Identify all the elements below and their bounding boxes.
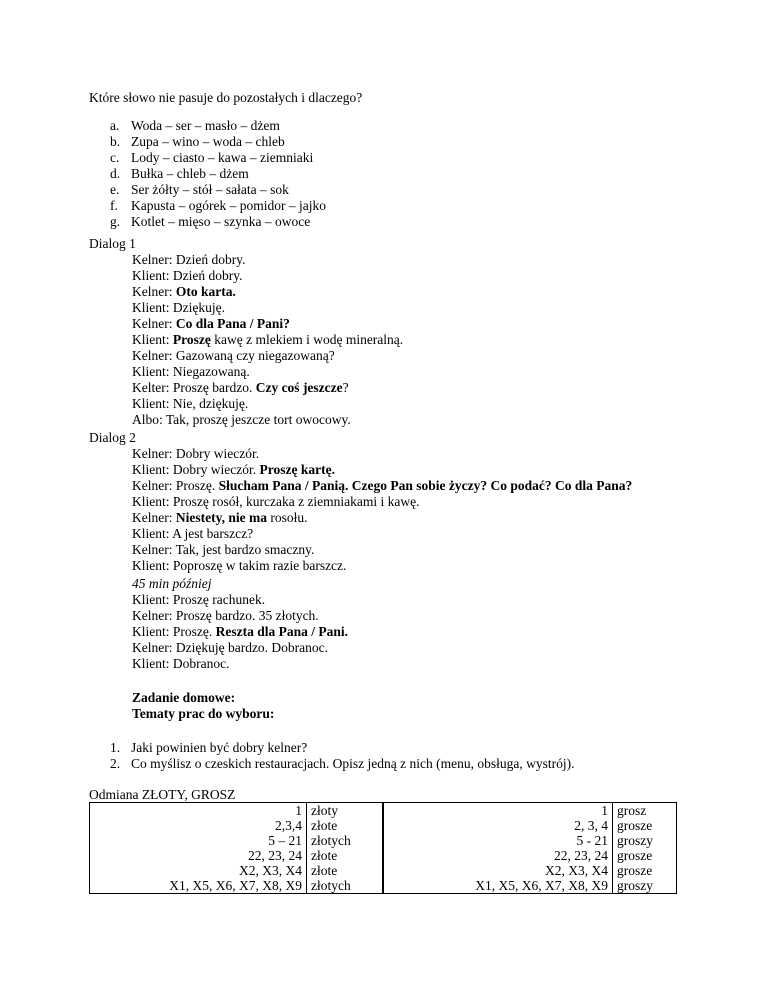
- dialog2-later-body: [132, 576, 348, 672]
- dialog-line: Kelner: Tak, jest bardzo smaczny.: [132, 542, 315, 557]
- dialog-line: Klient: A jest barszcz?: [132, 526, 254, 541]
- dialog1-body: [132, 252, 403, 428]
- dialog-line: Kelner: Dobry wieczór.: [132, 446, 260, 461]
- dialog-line: Klient: Dziękuję.: [132, 300, 225, 315]
- homework-title: Zadanie domowe:: [132, 690, 236, 705]
- dialog-line: Klient: Dobranoc.: [132, 656, 230, 671]
- table-row: 2, 3, 4 grosze: [384, 818, 677, 833]
- table-row: 1 złoty: [90, 803, 383, 819]
- table-row: 1 grosz: [384, 803, 677, 819]
- dialog1-title: Dialog 1: [89, 236, 136, 251]
- table-row: X1, X5, X6, X7, X8, X9 złotych: [90, 878, 383, 894]
- dialog-line: Kelner: Oto karta.: [132, 284, 236, 299]
- list-item: e. Ser żółty – stół – sałata – sok: [110, 182, 289, 197]
- declension-title: Odmiana ZŁOTY, GROSZ: [89, 787, 236, 802]
- dialog-line: Klient: Proszę rachunek.: [132, 592, 266, 607]
- exercise-question: Które słowo nie pasuje do pozostałych i dlaczego?: [89, 90, 363, 105]
- table-row: X1, X5, X6, X7, X8, X9 groszy: [384, 878, 677, 894]
- table-row: 2,3,4 złote: [90, 818, 383, 833]
- dialog-line: Kelner: Gazowaną czy niegazowaną?: [132, 348, 335, 363]
- time-note: 45 min później: [132, 576, 212, 591]
- dialog-line: Klient: Dzień dobry.: [132, 268, 243, 283]
- dialog2-body: [132, 446, 632, 574]
- dialog-line: Klient: Proszę kawę z mlekiem i wodę mineralną.: [132, 332, 404, 347]
- dialog-line: Kelter: Proszę bardzo. Czy coś jeszcze?: [132, 380, 349, 395]
- homework-subtitle: Tematy prac do wyboru:: [132, 706, 275, 721]
- list-item: g. Kotlet – mięso – szynka – owoce: [110, 214, 311, 229]
- dialog-line: Kelner: Dzień dobry.: [132, 252, 246, 267]
- homework-heading: [132, 690, 274, 722]
- dialog-line: Klient: Proszę rosół, kurczaka z ziemniakami i kawę.: [132, 494, 420, 509]
- dialog-line: Albo: Tak, proszę jeszcze tort owocowy.: [132, 412, 351, 427]
- table-row: X2, X3, X4 złote: [90, 863, 383, 878]
- dialog-line: Klient: Poproszę w takim razie barszcz.: [132, 558, 347, 573]
- table-row: 22, 23, 24 złote: [90, 848, 383, 863]
- dialog-line: Klient: Proszę. Reszta dla Pana / Pani.: [132, 624, 349, 639]
- grosz-table: [383, 802, 677, 894]
- dialog-line: Kelner: Co dla Pana / Pani?: [132, 316, 290, 331]
- dialog-line: Klient: Dobry wieczór. Proszę kartę.: [132, 462, 335, 477]
- dialog-line: Klient: Niegazowaną.: [132, 364, 250, 379]
- dialog-line: Kelner: Dziękuję bardzo. Dobranoc.: [132, 640, 329, 655]
- dialog-line: Kelner: Niestety, nie ma rosołu.: [132, 510, 308, 525]
- table-row: X2, X3, X4 grosze: [384, 863, 677, 878]
- table-row: 5 – 21 złotych: [90, 833, 383, 848]
- list-item: 2. Co myślisz o czeskich restauracjach. Opisz jedną z nich (menu, obsługa, wystrój).: [110, 756, 575, 771]
- dialog-line: Kelner: Proszę. Słucham Pana / Panią. Czego Pan sobie życzy? Co podać? Co dla Pana?: [132, 478, 633, 493]
- list-item: b. Zupa – wino – woda – chleb: [110, 134, 285, 149]
- dialog-line: Klient: Nie, dziękuję.: [132, 396, 249, 411]
- list-item: a. Woda – ser – masło – dżem: [110, 118, 280, 133]
- dialog2-title: Dialog 2: [89, 430, 136, 445]
- list-item: d. Bułka – chleb – dżem: [110, 166, 249, 181]
- table-row: 5 - 21 groszy: [384, 833, 677, 848]
- dialog-line: Kelner: Proszę bardzo. 35 złotych.: [132, 608, 319, 623]
- list-item: f. Kapusta – ogórek – pomidor – jajko: [110, 198, 326, 213]
- table-row: 22, 23, 24 grosze: [384, 848, 677, 863]
- list-item: 1. Jaki powinien być dobry kelner?: [110, 740, 308, 755]
- zloty-table: [89, 802, 383, 894]
- list-item: c. Lody – ciasto – kawa – ziemniaki: [110, 150, 314, 165]
